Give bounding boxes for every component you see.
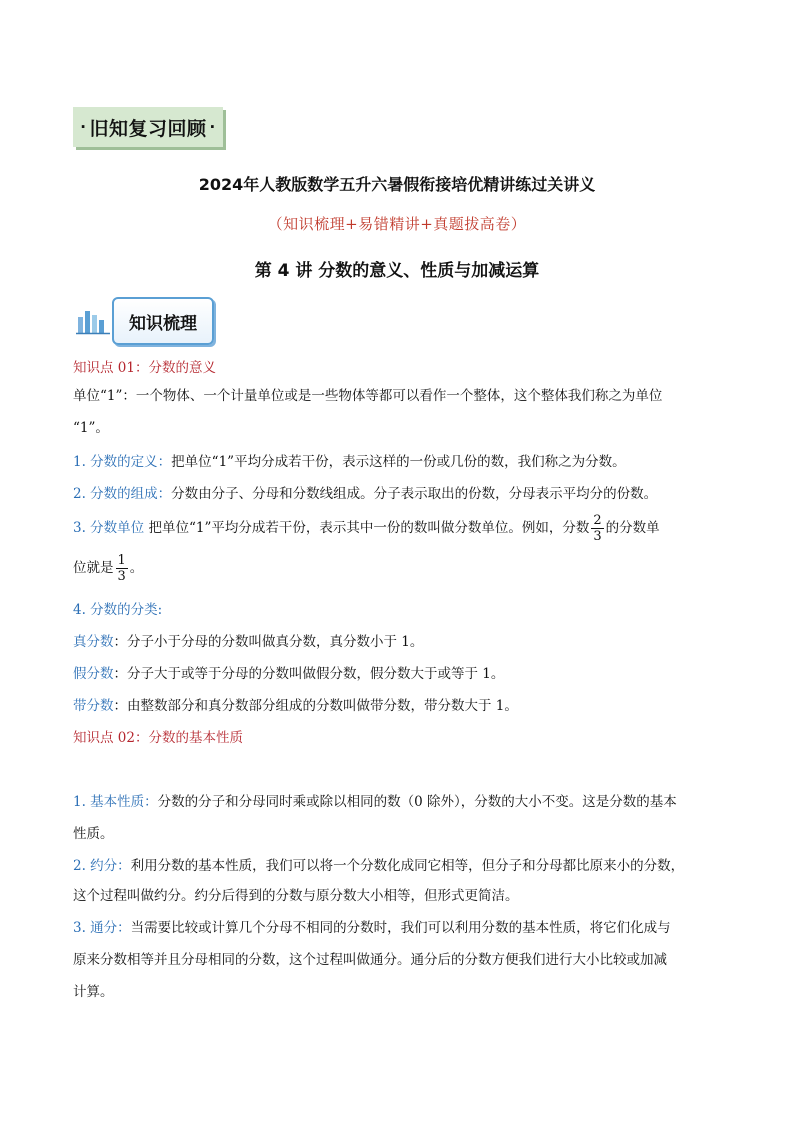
composition-text: 分数由分子、分母和分数线组成。分子表示取出的份数，分母表示平均分的份数。 (171, 486, 658, 502)
common-denominator-label: 3. 通分： (73, 920, 131, 936)
proper-fraction-paragraph (73, 632, 733, 652)
common-denominator-paragraph (73, 918, 733, 938)
unit-fraction-label: 3. 分数单位 (73, 520, 145, 536)
proper-fraction-label: 真分数 (73, 634, 114, 650)
composition-paragraph (73, 484, 733, 504)
fraction-denominator: 3 (117, 569, 126, 584)
unit-fraction-paragraph (73, 512, 733, 544)
bar-chart-icon (76, 307, 112, 335)
definition-label: 1. 分数的定义： (73, 454, 172, 470)
unit-fraction-end: 。 (129, 560, 144, 576)
reduction-paragraph (73, 856, 733, 876)
unit-fraction-line2-text: 位就是 (73, 560, 114, 576)
badge-dot-left: · (80, 118, 87, 136)
proper-fraction-text: ：分子小于分母的分数叫做真分数，真分数小于 1。 (113, 634, 424, 650)
unit-one-line1: 单位“1”：一个物体、一个计量单位或是一些物体等都可以看作一个整体，这个整体我们称之为单位 (73, 388, 663, 404)
kp2-title: 知识点 02：分数的基本性质 (73, 730, 243, 746)
definition-text: 把单位“1”平均分成若干份，表示这样的一份或几份的数，我们称之为分数。 (171, 454, 626, 470)
basic-property-line2: 性质。 (73, 826, 114, 842)
lecture-title: 第 4 讲 分数的意义、性质与加减运算 (254, 261, 540, 281)
section-heading: 知识梳理 (112, 297, 214, 345)
basic-property-paragraph (73, 792, 733, 812)
mixed-number-text: ：由整数部分和真分数部分组成的分数叫做带分数，带分数大于 1。 (113, 698, 518, 714)
fraction-denominator: 3 (593, 529, 602, 544)
definition-paragraph (73, 452, 733, 472)
fraction-two-thirds (591, 513, 603, 544)
reduction-line2: 这个过程叫做约分。约分后得到的分数与原分数大小相等，但形式更简洁。 (73, 888, 519, 904)
unit-fraction-tail: 的分数单 (605, 520, 660, 536)
mixed-number-label: 带分数 (73, 698, 114, 714)
fraction-numerator: 1 (117, 553, 126, 568)
improper-fraction-label: 假分数 (73, 666, 114, 682)
fraction-numerator: 2 (593, 513, 602, 528)
common-denominator-text: 当需要比较或计算几个分母不相同的分数时，我们可以利用分数的基本性质，将它们化成与 (130, 920, 671, 936)
unit-one-line2: “1”。 (73, 420, 109, 436)
common-denominator-line3: 计算。 (73, 984, 114, 1000)
reduction-label: 2. 约分： (73, 858, 131, 874)
basic-property-label: 1. 基本性质： (73, 794, 158, 810)
badge-dot-right: · (209, 118, 216, 136)
fraction-one-third (116, 553, 128, 584)
improper-fraction-text: ：分子大于或等于分母的分数叫做假分数，假分数大于或等于 1。 (113, 666, 505, 682)
classification-heading: 4. 分数的分类: (73, 602, 163, 618)
unit-fraction-line2 (73, 552, 733, 584)
review-badge (73, 107, 223, 147)
document-title: 2024年人教版数学五升六暑假衔接培优精讲练过关讲义 (198, 175, 596, 194)
badge-label: 旧知复习回顾 (89, 117, 207, 140)
document-subtitle: （知识梳理+易错精讲+真题拔高卷） (267, 215, 527, 233)
composition-label: 2. 分数的组成： (73, 486, 172, 502)
common-denominator-line2: 原来分数相等并且分母相同的分数，这个过程叫做通分。通分后的分数方便我们进行大小比较或加减 (73, 952, 667, 968)
improper-fraction-paragraph (73, 664, 733, 684)
reduction-text: 利用分数的基本性质，我们可以将一个分数化成同它相等，但分子和分母都比原来小的分数， (130, 858, 685, 874)
kp1-title: 知识点 01：分数的意义 (73, 360, 216, 376)
unit-fraction-text: 把单位“1”平均分成若干份，表示其中一份的数叫做分数单位。例如，分数 (148, 520, 590, 536)
basic-property-text: 分数的分子和分母同时乘或除以相同的数（0 除外），分数的大小不变。这是分数的基本 (157, 794, 677, 810)
mixed-number-paragraph (73, 696, 733, 716)
